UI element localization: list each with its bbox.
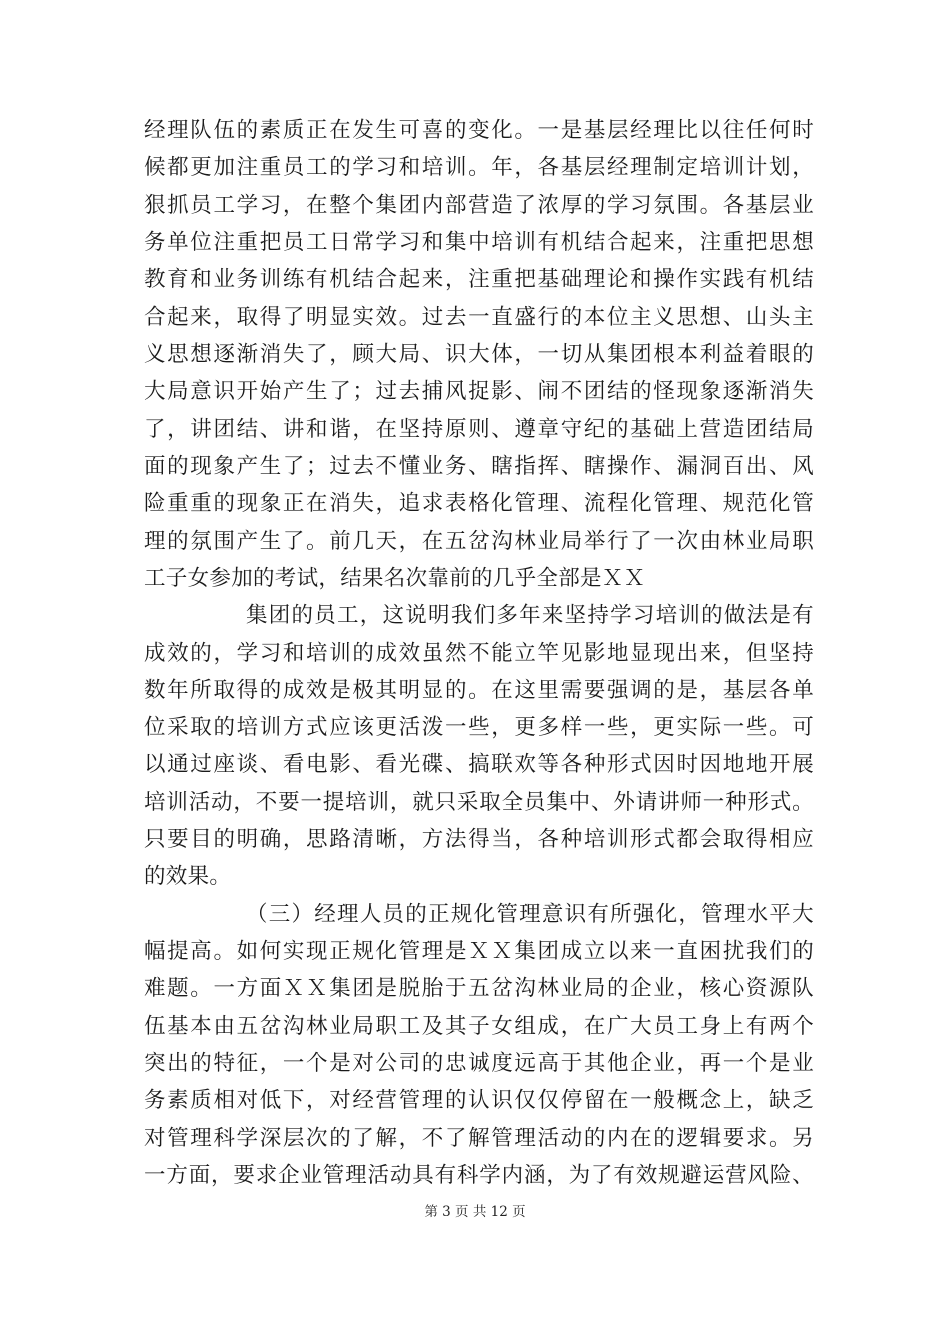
text-line: 了，讲团结、讲和谐，在坚持原则、遵章守纪的基础上营造团结局 <box>144 417 814 442</box>
text-line: 教育和业务训练有机结合起来，注重把基础理论和操作实践有机结 <box>144 267 814 292</box>
text-line: 大局意识开始产生了；过去捕风捉影、闹不团结的怪现象逐渐消失 <box>144 379 814 404</box>
text-line: 面的现象产生了；过去不懂业务、瞎指挥、瞎操作、漏洞百出、风 <box>144 454 814 479</box>
text-line: 候都更加注重员工的学习和培训。年，各基层经理制定培训计划， <box>144 155 814 180</box>
text-line: 伍基本由五岔沟林业局职工及其子女组成，在广大员工身上有两个 <box>144 1014 814 1039</box>
text-line: 难题。一方面ＸＸ集团是脱胎于五岔沟林业局的企业，核心资源队 <box>144 976 814 1001</box>
text-line: 义思想逐渐消失了，顾大局、识大体，一切从集团根本利益着眼的 <box>144 342 814 367</box>
text-line: 工子女参加的考试，结果名次靠前的几乎全部是ＸＸ <box>144 566 646 591</box>
text-line: 位采取的培训方式应该更活泼一些，更多样一些，更实际一些。可 <box>144 715 814 740</box>
text-line: 务素质相对低下，对经营管理的认识仅仅停留在一般概念上，缺乏 <box>144 1088 814 1113</box>
text-line: 幅提高。如何实现正规化管理是ＸＸ集团成立以来一直困扰我们的 <box>144 939 814 964</box>
section-heading-line: （三）经理人员的正规化管理意识有所强化，管理水平大 <box>246 902 814 927</box>
text-line: 险重重的现象正在消失，追求表格化管理、流程化管理、规范化管 <box>144 491 814 516</box>
text-line: 务单位注重把员工日常学习和集中培训有机结合起来，注重把思想 <box>144 230 814 255</box>
text-line: 只要目的明确，思路清晰，方法得当，各种培训形式都会取得相应 <box>144 827 814 852</box>
text-line: 突出的特征，一个是对公司的忠诚度远高于其他企业，再一个是业 <box>144 1051 814 1076</box>
text-line: 的效果。 <box>144 864 232 889</box>
text-line: 狠抓员工学习，在整个集团内部营造了浓厚的学习氛围。各基层业 <box>144 193 814 218</box>
text-line: 以通过座谈、看电影、看光碟、搞联欢等各种形式因时因地地开展 <box>144 752 814 777</box>
text-line: 成效的，学习和培训的成效虽然不能立竿见影地显现出来，但坚持 <box>144 641 814 666</box>
page-number-footer: 第 3 页 共 12 页 <box>424 1204 526 1220</box>
text-line: 合起来，取得了明显实效。过去一直盛行的本位主义思想、山头主 <box>144 305 814 330</box>
text-line: 理的氛围产生了。前几天，在五岔沟林业局举行了一次由林业局职 <box>144 529 814 554</box>
text-line: 对管理科学深层次的了解，不了解管理活动的内在的逻辑要求。另 <box>144 1126 814 1151</box>
text-line: 一方面，要求企业管理活动具有科学内涵，为了有效规避运营风险、 <box>144 1163 814 1188</box>
text-line: 培训活动，不要一提培训，就只采取全员集中、外请讲师一种形式。 <box>144 790 814 815</box>
text-line: 数年所取得的成效是极其明显的。在这里需要强调的是，基层各单 <box>144 678 814 703</box>
text-line: 经理队伍的素质正在发生可喜的变化。一是基层经理比以往任何时 <box>144 118 814 143</box>
text-line: 集团的员工，这说明我们多年来坚持学习培训的做法是有 <box>246 603 814 628</box>
